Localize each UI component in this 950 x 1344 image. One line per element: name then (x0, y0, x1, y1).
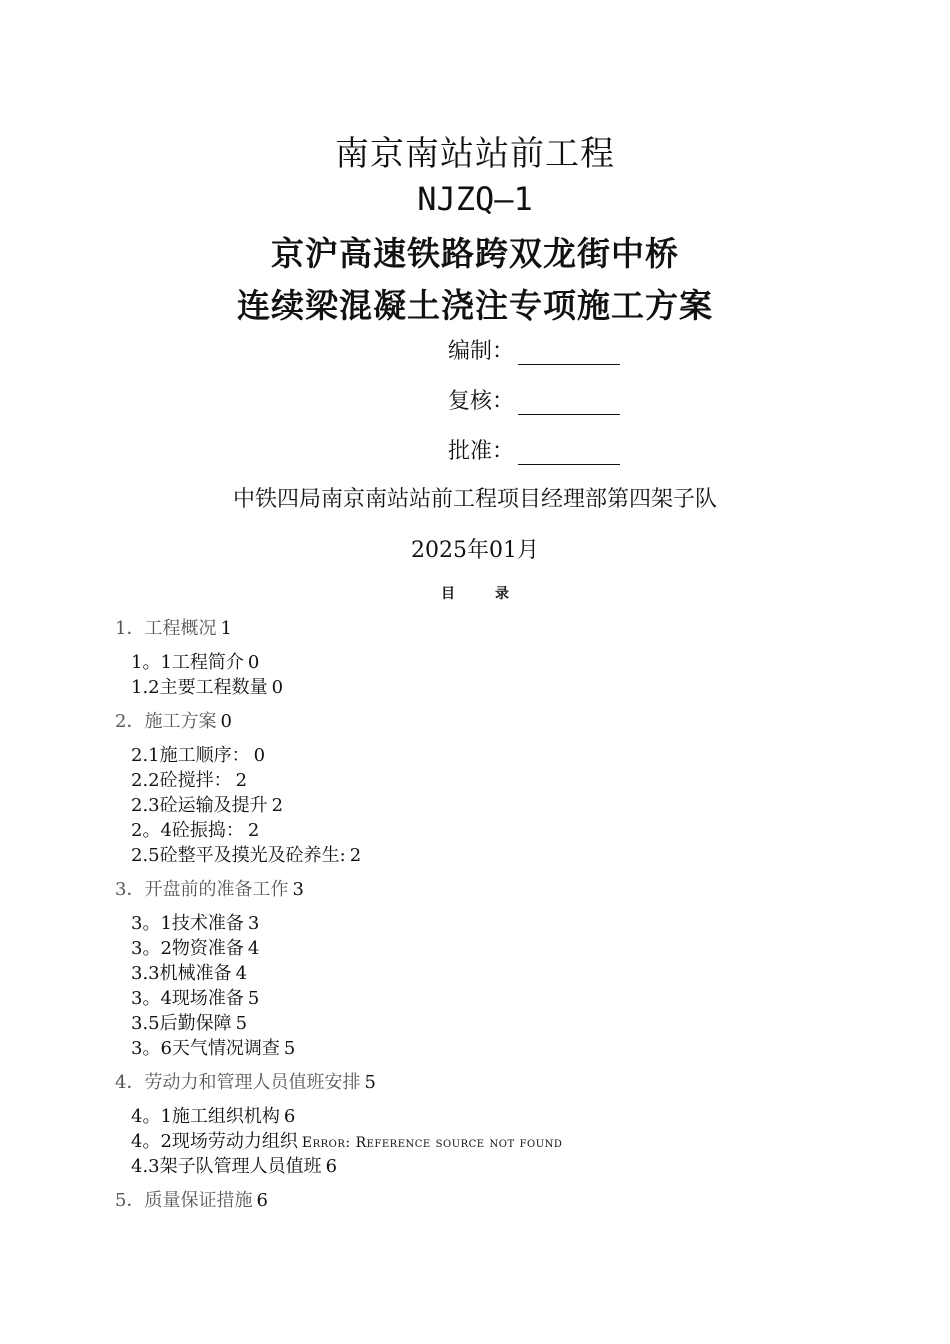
toc-entry-page: 5 (247, 988, 260, 1009)
toc-entry-text: 2.3砼运输及提升 (131, 795, 268, 816)
sign-compiled-label: 编制： (448, 339, 515, 364)
toc-entry-text: 1。1工程简介 (131, 652, 244, 673)
toc-entry-text: 3．开盘前的准备工作 (115, 879, 289, 900)
toc-entry-page: 0 (271, 677, 284, 698)
toc-title: 目录 (441, 586, 549, 602)
toc-entry-text: 3。1技术准备 (131, 913, 244, 934)
toc-entry-page: 6 (283, 1106, 296, 1127)
toc-entry-text: 2.2砼搅拌： (131, 770, 232, 791)
organization: 中铁四局南京南站站前工程项目经理部第四架子队 (232, 487, 717, 512)
sign-compiled (448, 334, 620, 365)
toc-entry-page: 3 (247, 913, 260, 934)
sign-reviewed (448, 384, 620, 415)
toc-entry-error: Error: Reference source not found (301, 1135, 563, 1151)
toc-entry-page: 1 (220, 618, 232, 639)
toc-entry-text: 3。6天气情况调查 (131, 1038, 280, 1059)
doc-title-line2: 连续梁混凝土浇注专项施工方案 (237, 286, 713, 325)
project-name: 南京南站站前工程 (335, 134, 615, 174)
sign-reviewed-label: 复核： (448, 389, 515, 414)
toc-entry-text: 4。1施工组织机构 (131, 1106, 280, 1127)
doc-title-line1: 京沪高速铁路跨双龙街中桥 (271, 234, 679, 273)
toc-entry-text: 2。4砼振捣： (131, 820, 244, 841)
toc-entry-page: 5 (283, 1038, 296, 1059)
toc-entry-page: 6 (256, 1190, 268, 1211)
toc-entry-text: 3.5后勤保障 (131, 1013, 232, 1034)
toc-entry-text: 5．质量保证措施 (115, 1190, 253, 1211)
toc-entry-text: 3.3机械准备 (131, 963, 232, 984)
toc-entry-text: 2.5砼整平及摸光及砼养生: (131, 845, 346, 866)
sign-reviewed-line (518, 390, 620, 415)
toc-entry-page: 3 (292, 879, 304, 900)
toc-entry-text: 1.2主要工程数量 (131, 677, 268, 698)
toc-entry-page: 0 (253, 745, 266, 766)
toc-entry-page: 0 (247, 652, 260, 673)
date: 2025年01月 (411, 538, 539, 563)
toc-entry-page: 2 (349, 845, 362, 866)
toc-entry-text: 2.1施工顺序： (131, 745, 250, 766)
toc-entry-text: 2．施工方案 (115, 711, 217, 732)
toc-entry-text: 3。2物资准备 (131, 938, 244, 959)
toc-entry-page: 4 (235, 963, 248, 984)
toc-entry-text: 3。4现场准备 (131, 988, 244, 1009)
project-code: NJZQ—1 (417, 180, 533, 218)
sign-approved-line (518, 440, 620, 465)
toc-entry-page: 5 (235, 1013, 248, 1034)
toc-entry-text: 4.3架子队管理人员值班 (131, 1156, 322, 1177)
sign-approved-label: 批准： (448, 439, 515, 464)
toc-entry-text: 4。2现场劳动力组织 (131, 1131, 298, 1152)
sign-compiled-line (518, 340, 620, 365)
toc-entry-page: 2 (271, 795, 284, 816)
toc-entry-page: 5 (364, 1072, 376, 1093)
toc-entry-text: 1．工程概况 (115, 618, 217, 639)
sign-approved (448, 434, 620, 465)
toc-entry-page: 0 (220, 711, 232, 732)
toc-entry-page: 2 (235, 770, 248, 791)
toc-entry-page: 2 (247, 820, 260, 841)
toc-entry-text: 4．劳动力和管理人员值班安排 (115, 1072, 361, 1093)
toc-entry-page: 4 (247, 938, 260, 959)
toc-entry-page: 6 (325, 1156, 338, 1177)
